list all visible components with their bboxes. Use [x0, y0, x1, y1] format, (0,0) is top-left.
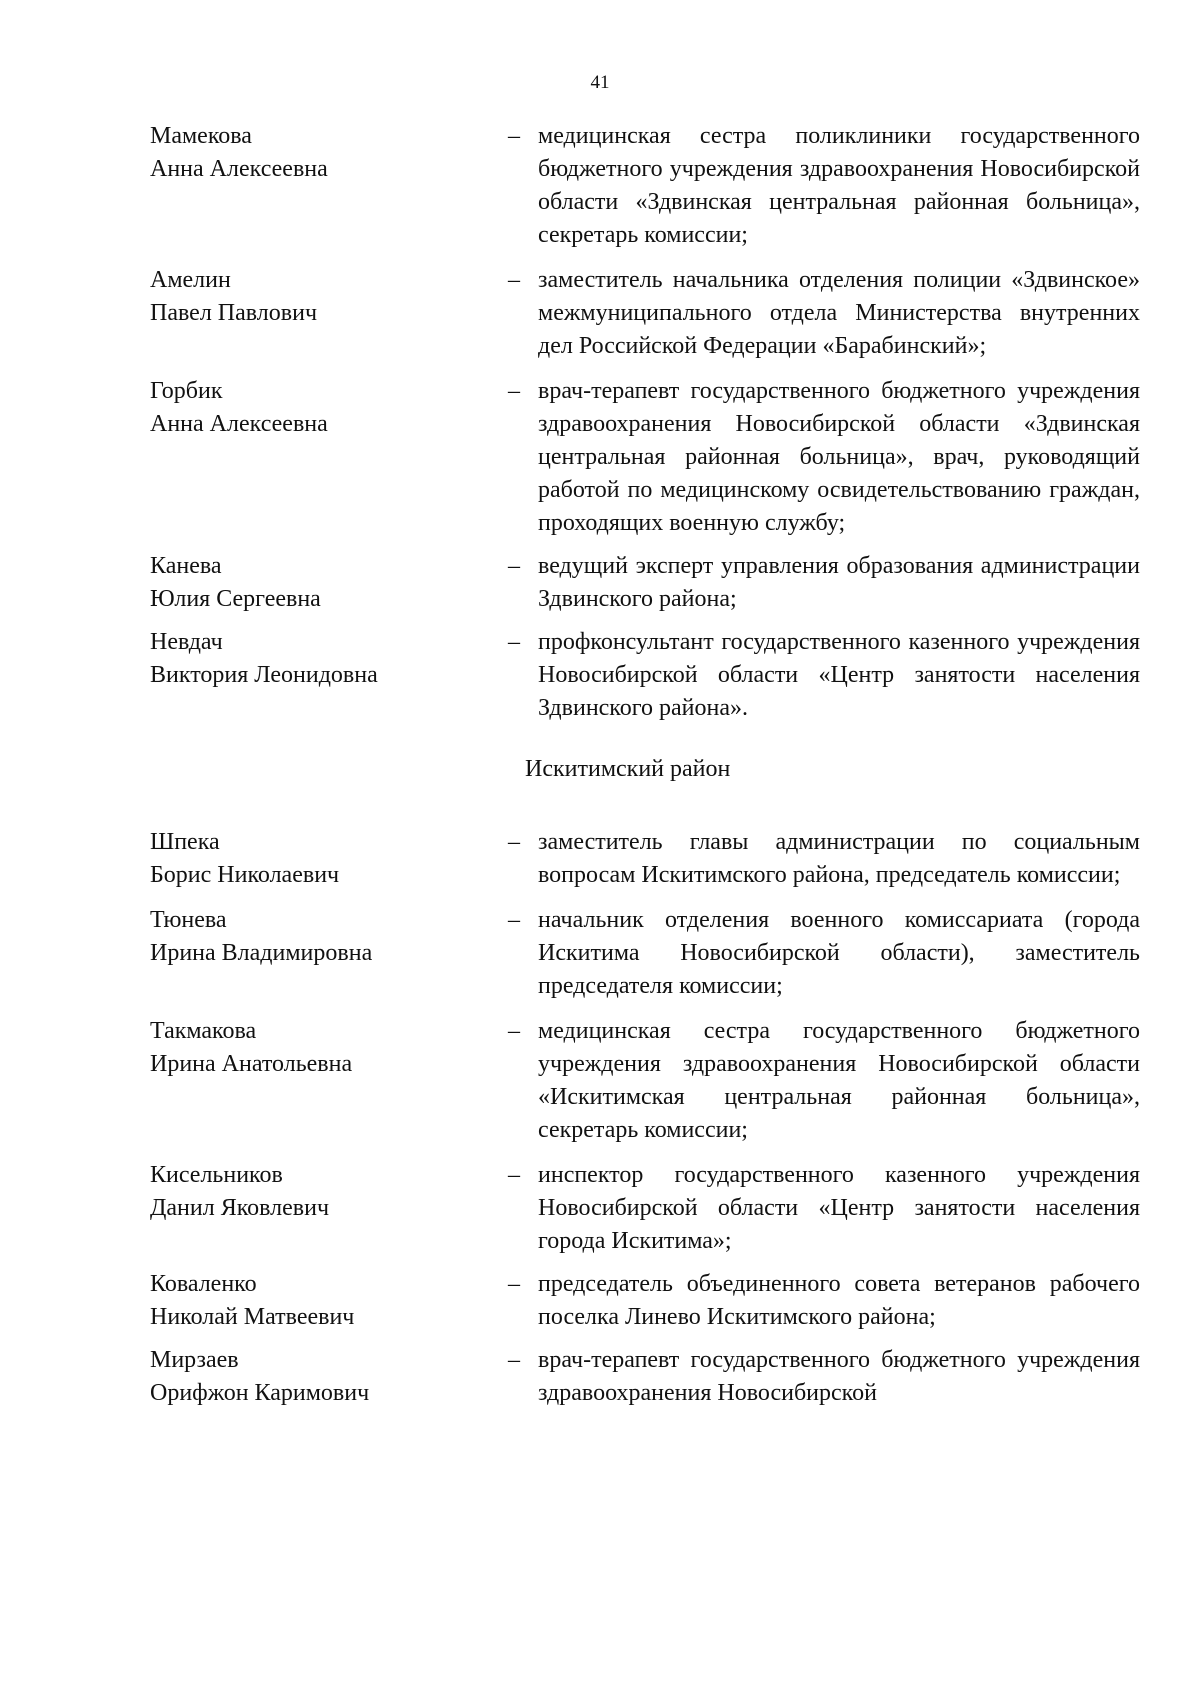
member-name	[150, 826, 508, 892]
member-given-name: Анна Алексеевна	[150, 156, 328, 182]
member-surname: Тюнева	[150, 907, 227, 933]
member-name	[150, 1268, 508, 1334]
member-entry	[150, 375, 1140, 540]
member-name	[150, 1159, 508, 1258]
member-role: медицинская сестра поликлиники государственного бюджетного учреждения здравоохранения Новосибирской области «Здвинская центральная районная больница», секретарь комиссии;	[538, 123, 1140, 248]
member-name	[150, 1344, 508, 1410]
dash-separator: –	[508, 553, 520, 579]
member-entry	[150, 626, 1140, 725]
member-entry	[150, 904, 1140, 1003]
member-role: профконсультант государственного казенного учреждения Новосибирской области «Центр занятости населения Здвинского района».	[538, 629, 1140, 721]
member-surname: Кисельников	[150, 1162, 283, 1188]
member-given-name: Виктория Леонидовна	[150, 662, 378, 688]
dash-separator: –	[508, 907, 520, 933]
member-entry	[150, 550, 1140, 616]
member-role: ведущий эксперт управления образования администрации Здвинского района;	[538, 553, 1140, 612]
member-role: начальник отделения военного комиссариата (города Искитима Новосибирской области), заместитель председателя комиссии;	[538, 907, 1140, 999]
member-given-name: Николай Матвеевич	[150, 1304, 355, 1330]
member-role: медицинская сестра государственного бюджетного учреждения здравоохранения Новосибирской области «Искитимская центральная районная больница», секретарь комиссии;	[538, 1018, 1140, 1143]
member-given-name: Орифжон Каримович	[150, 1380, 370, 1406]
member-given-name: Борис Николаевич	[150, 862, 340, 888]
dash-separator: –	[508, 1162, 520, 1188]
dash-separator: –	[508, 1347, 520, 1373]
member-surname: Шпека	[150, 829, 220, 855]
member-role: заместитель начальника отделения полиции «Здвинское» межмуниципального отдела Министерства внутренних дел Российской Федерации «Барабинский»;	[538, 267, 1140, 359]
member-entry	[150, 826, 1140, 892]
dash-separator: –	[508, 629, 520, 655]
member-given-name: Данил Яковлевич	[150, 1195, 330, 1221]
member-entry	[150, 1015, 1140, 1147]
dash-separator: –	[508, 378, 520, 404]
member-given-name: Павел Павлович	[150, 300, 318, 326]
member-given-name: Юлия Сергеевна	[150, 586, 321, 612]
member-surname: Канева	[150, 553, 222, 579]
member-role: врач-терапевт государственного бюджетного учреждения здравоохранения Новосибирской	[538, 1347, 1140, 1406]
member-surname: Мамекова	[150, 123, 252, 149]
member-name	[150, 626, 508, 725]
page-number: 41	[590, 72, 610, 93]
member-given-name: Ирина Владимировна	[150, 940, 373, 966]
member-surname: Мирзаев	[150, 1347, 239, 1373]
member-surname: Коваленко	[150, 1271, 257, 1297]
member-name	[150, 264, 508, 363]
dash-separator: –	[508, 829, 520, 855]
member-entry	[150, 1268, 1140, 1334]
member-entry	[150, 1159, 1140, 1258]
member-entry	[150, 120, 1140, 252]
member-given-name: Анна Алексеевна	[150, 411, 328, 437]
member-role: председатель объединенного совета ветеранов рабочего поселка Линево Искитимского района;	[538, 1271, 1140, 1330]
district-heading: Искитимский район	[525, 756, 731, 782]
member-entry	[150, 1344, 1140, 1410]
dash-separator: –	[508, 1271, 520, 1297]
member-surname: Горбик	[150, 378, 223, 404]
commission-list	[150, 120, 1140, 1410]
member-entry	[150, 264, 1140, 363]
member-given-name: Ирина Анатольевна	[150, 1051, 353, 1077]
member-name	[150, 550, 508, 616]
member-surname: Амелин	[150, 267, 231, 293]
dash-separator: –	[508, 267, 520, 293]
member-name	[150, 120, 508, 252]
member-surname: Такмакова	[150, 1018, 257, 1044]
member-name	[150, 375, 508, 540]
dash-separator: –	[508, 123, 520, 149]
member-role: инспектор государственного казенного учреждения Новосибирской области «Центр занятости населения города Искитима»;	[538, 1162, 1140, 1254]
member-name	[150, 904, 508, 1003]
member-name	[150, 1015, 508, 1147]
dash-separator: –	[508, 1018, 520, 1044]
member-surname: Невдач	[150, 629, 223, 655]
member-role: заместитель главы администрации по социальным вопросам Искитимского района, председатель комиссии;	[538, 829, 1140, 888]
member-role: врач-терапевт государственного бюджетного учреждения здравоохранения Новосибирской области «Здвинская центральная районная больница», врач, руководящий работой по медицинскому освидетельствованию граждан, проходящих военную службу;	[538, 378, 1140, 536]
